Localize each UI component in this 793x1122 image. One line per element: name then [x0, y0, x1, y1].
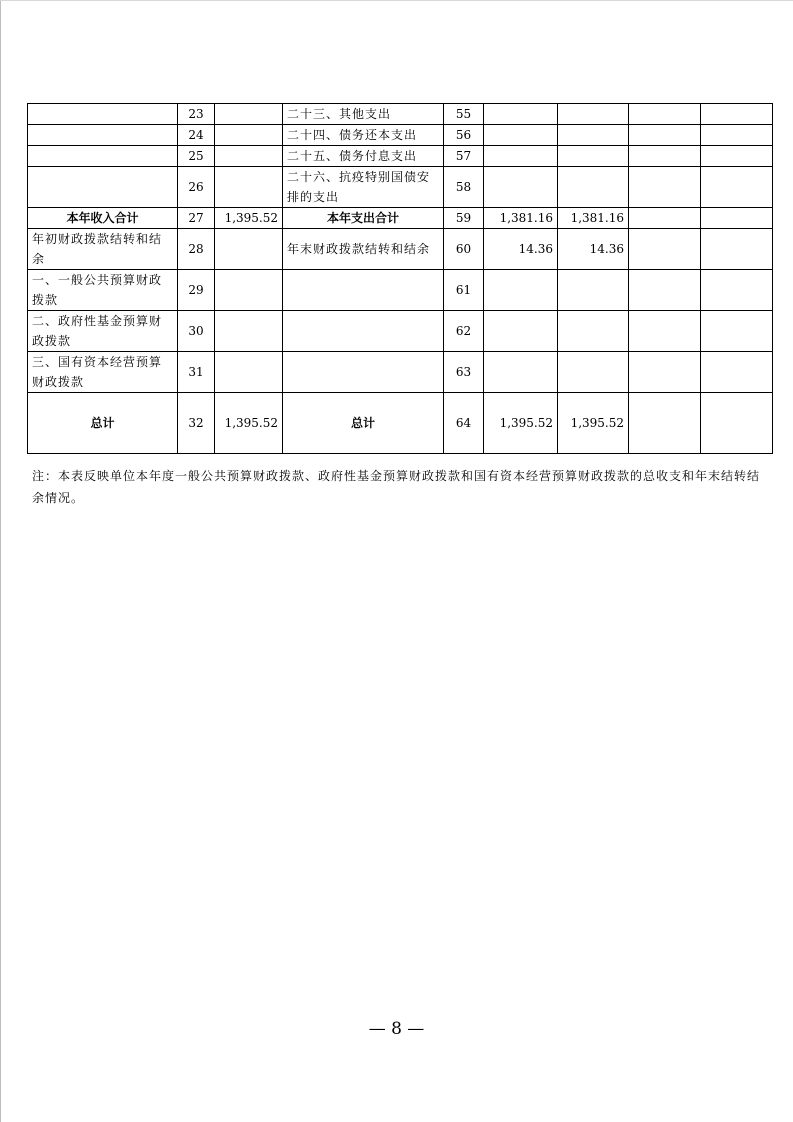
income-item-cell: 二、政府性基金预算财政拨款 — [28, 311, 178, 352]
state-capital-cell — [701, 352, 773, 393]
state-capital-cell — [701, 270, 773, 311]
income-item-cell: 年初财政拨款结转和结余 — [28, 229, 178, 270]
expense-line-no: 56 — [444, 125, 484, 146]
expense-total-cell — [484, 270, 558, 311]
expense-item-cell: 二十五、债务付息支出 — [283, 146, 444, 167]
state-capital-cell — [701, 146, 773, 167]
table-row — [28, 167, 773, 208]
state-capital-cell — [701, 167, 773, 208]
table-row-grand-total — [28, 393, 773, 454]
fiscal-appropriation-table — [27, 103, 773, 454]
gov-fund-cell — [629, 167, 701, 208]
income-amount-cell — [215, 104, 283, 125]
income-line-no: 25 — [178, 146, 215, 167]
gov-fund-cell — [629, 229, 701, 270]
income-line-no: 29 — [178, 270, 215, 311]
expense-total-cell — [484, 352, 558, 393]
income-item-cell — [28, 125, 178, 146]
expense-line-no: 57 — [444, 146, 484, 167]
general-budget-cell — [558, 125, 629, 146]
general-budget-cell — [558, 104, 629, 125]
income-line-no: 30 — [178, 311, 215, 352]
income-line-no: 31 — [178, 352, 215, 393]
table-row — [28, 146, 773, 167]
state-capital-cell — [701, 125, 773, 146]
page-edge-top — [0, 0, 793, 1]
expense-total-cell — [484, 167, 558, 208]
expense-item-cell — [283, 270, 444, 311]
gov-fund-cell — [629, 352, 701, 393]
income-item-cell — [28, 167, 178, 208]
expense-item-cell: 本年支出合计 — [283, 208, 444, 229]
expense-item-cell: 总计 — [283, 393, 444, 454]
gov-fund-cell — [629, 146, 701, 167]
expense-item-cell: 二十四、债务还本支出 — [283, 125, 444, 146]
general-budget-cell — [558, 270, 629, 311]
state-capital-cell — [701, 208, 773, 229]
gov-fund-cell — [629, 311, 701, 352]
general-budget-cell — [558, 167, 629, 208]
income-line-no: 23 — [178, 104, 215, 125]
income-item-cell: 三、国有资本经营预算财政拨款 — [28, 352, 178, 393]
expense-line-no: 58 — [444, 167, 484, 208]
general-budget-cell — [558, 146, 629, 167]
state-capital-cell — [701, 393, 773, 454]
income-line-no: 24 — [178, 125, 215, 146]
expense-total-cell — [484, 125, 558, 146]
page-number: — 8 — — [368, 1019, 425, 1039]
table-footnote: 注：本表反映单位本年度一般公共预算财政拨款、政府性基金预算财政拨款和国有资本经营预算财政拨款的总收支和年末结转结余情况。 — [32, 469, 761, 505]
income-item-cell: 总计 — [28, 393, 178, 454]
expense-total-cell — [484, 146, 558, 167]
income-line-no: 32 — [178, 393, 215, 454]
state-capital-cell — [701, 229, 773, 270]
income-item-cell: 一、一般公共预算财政拨款 — [28, 270, 178, 311]
income-amount-cell — [215, 270, 283, 311]
income-amount-cell — [215, 311, 283, 352]
income-line-no: 28 — [178, 229, 215, 270]
expense-line-no: 55 — [444, 104, 484, 125]
expense-line-no: 60 — [444, 229, 484, 270]
table-row — [28, 352, 773, 393]
state-capital-cell — [701, 104, 773, 125]
table-row — [28, 229, 773, 270]
expense-item-cell — [283, 352, 444, 393]
general-budget-cell: 1,381.16 — [558, 208, 629, 229]
income-amount-cell — [215, 229, 283, 270]
general-budget-cell — [558, 352, 629, 393]
table-row — [28, 270, 773, 311]
gov-fund-cell — [629, 208, 701, 229]
table-row — [28, 208, 773, 229]
income-amount-cell — [215, 146, 283, 167]
expense-line-no: 59 — [444, 208, 484, 229]
gov-fund-cell — [629, 125, 701, 146]
income-item-cell — [28, 104, 178, 125]
income-line-no: 26 — [178, 167, 215, 208]
expense-item-cell: 二十三、其他支出 — [283, 104, 444, 125]
expense-item-cell — [283, 311, 444, 352]
state-capital-cell — [701, 311, 773, 352]
income-amount-cell — [215, 125, 283, 146]
income-amount-cell: 1,395.52 — [215, 393, 283, 454]
expense-line-no: 61 — [444, 270, 484, 311]
expense-item-cell: 年末财政拨款结转和结余 — [283, 229, 444, 270]
expense-line-no: 63 — [444, 352, 484, 393]
gov-fund-cell — [629, 104, 701, 125]
general-budget-cell: 14.36 — [558, 229, 629, 270]
expense-total-cell — [484, 311, 558, 352]
expense-line-no: 62 — [444, 311, 484, 352]
income-item-cell — [28, 146, 178, 167]
income-item-cell: 本年收入合计 — [28, 208, 178, 229]
gov-fund-cell — [629, 270, 701, 311]
table-row — [28, 125, 773, 146]
table-row — [28, 104, 773, 125]
expense-line-no: 64 — [444, 393, 484, 454]
income-amount-cell: 1,395.52 — [215, 208, 283, 229]
expense-total-cell: 1,395.52 — [484, 393, 558, 454]
general-budget-cell — [558, 311, 629, 352]
expense-total-cell — [484, 104, 558, 125]
income-amount-cell — [215, 167, 283, 208]
page-edge-left — [0, 0, 1, 1122]
income-amount-cell — [215, 352, 283, 393]
general-budget-cell: 1,395.52 — [558, 393, 629, 454]
expense-total-cell: 14.36 — [484, 229, 558, 270]
gov-fund-cell — [629, 393, 701, 454]
table-row — [28, 311, 773, 352]
expense-total-cell: 1,381.16 — [484, 208, 558, 229]
expense-item-cell: 二十六、抗疫特别国债安排的支出 — [283, 167, 444, 208]
income-line-no: 27 — [178, 208, 215, 229]
